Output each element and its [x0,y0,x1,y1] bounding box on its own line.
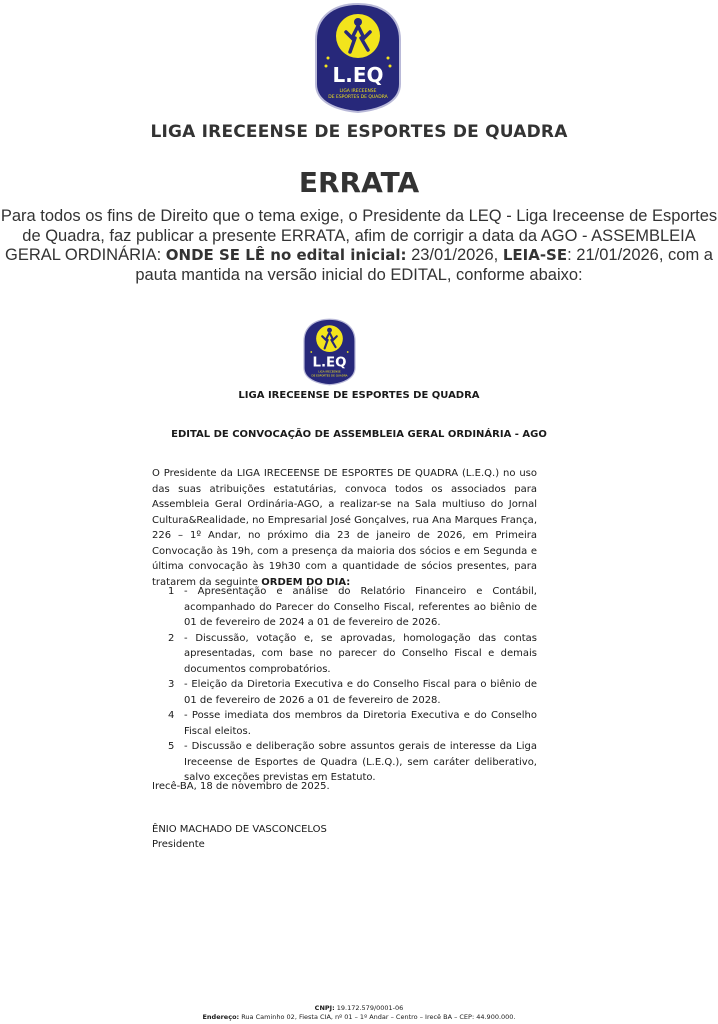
errata-text-2: : 21/01/2026, com a pauta mantida na versão inicial do EDITAL, conforme abaixo: [135,246,713,284]
agenda-item [152,708,537,739]
agenda-item-text: - Apresentação e análise do Relatório Financeiro e Contábil, acompanhado do Parecer do Conselho Fiscal, referentes ao biênio de 01 de fevereiro de 2024 a 01 de fevereiro de 2026. [184,586,537,628]
footer [0,1004,718,1022]
agenda-item [152,739,537,786]
svg-text:DE ESPORTES DE QUADRA: DE ESPORTES DE QUADRA [328,95,388,100]
footer-address [0,1013,718,1022]
edital-body [152,466,537,590]
agenda-item-number: 5 [168,741,175,752]
agenda-item-number: 4 [168,710,175,721]
address-value: Rua Caminho 02, Fiesta CIA, nº 01 – 1º Andar – Centro – Irecê BA – CEP: 44.900.000. [239,1013,516,1021]
agenda-item-number: 2 [168,632,175,644]
errata-text-1: Para todos os fins de Direito que o tema exige, o Presidente da LEQ - Liga Ireceense de Esportes de Quadra, faz publicar a presente ERRATA, afim de corrigir a data da AGO - ASSEMBLEIA GERAL ORDINÁRIA: [0,207,718,264]
svg-text:DE ESPORTES DE QUADRA: DE ESPORTES DE QUADRA [311,373,348,378]
onde-label: ONDE SE LÊ no edital inicial: [165,246,407,264]
svg-text:LIGA IRECEENSE: LIGA IRECEENSE [339,89,377,94]
agenda-item-text: - Eleição da Diretoria Executiva e do Conselho Fiscal para o biênio de 01 de fevereiro de 2026 a 01 de fevereiro de 2028. [184,679,537,706]
org-name-heading: LIGA IRECEENSE DE ESPORTES DE QUADRA [150,122,568,142]
agenda-item [152,631,537,678]
ordem-do-dia-label: ORDEM DO DIA: [261,576,351,588]
edital-org-name: LIGA IRECEENSE DE ESPORTES DE QUADRA [238,390,480,401]
address-label: Endereço: [202,1013,240,1021]
onde-value: 23/01/2026, [406,246,503,264]
signer-name: ÊNIO MACHADO DE VASCONCELOS [152,824,327,835]
footer-cnpj [0,1004,718,1013]
agenda-item [152,677,537,708]
leia-label: LEIA-SE [502,246,568,264]
svg-text:L.EQ: L.EQ [332,63,384,87]
agenda-item-text: - Discussão, votação e, se aprovadas, homologação das contas apresentadas, com base no parecer do Conselho Fiscal e demais documentos comprobatórios. [184,632,537,675]
cnpj-label: CNPJ: [314,1004,335,1012]
agenda-list [152,584,537,786]
edital-title: EDITAL DE CONVOCAÇÃO DE ASSEMBLEIA GERAL ORDINÁRIA - AGO [171,429,547,440]
errata-title: ERRATA [298,166,420,199]
agenda-item-number: 1 [168,586,175,597]
leq-logo-small-icon [302,318,357,386]
agenda-item-text: - Discussão e deliberação sobre assuntos gerais de interesse da Liga Ireceense de Esportes de Quadra (L.E.Q.), sem caráter deliberativo, salvo exceções previstas em Estatuto. [184,741,537,783]
edital-body-text: O Presidente da LIGA IRECEENSE DE ESPORTES DE QUADRA (L.E.Q.) no uso das suas atribuições estatutárias, convoca todos os associados para Assembleia Geral Ordinária-AGO, a realizar-se na Sala multiuso do Jornal Cultura&Realidade, no Empresarial José Gonçalves, rua Ana Marques França, 226 – 1º Andar, no próximo dia 23 de janeiro de 2026, em Primeira Convocação às 19h, com a presença da maioria dos sócios e em Segunda e última convocação às 19h30 com a quantidade de sócios presentes, para tratarem da seguinte [152,468,537,588]
cnpj-value: 19.172.579/0001-06 [334,1004,404,1012]
agenda-item-text: - Posse imediata dos membros da Diretoria Executiva e do Conselho Fiscal eleitos. [184,710,537,737]
place-date: Irecê-BA, 18 de novembro de 2025. [152,781,330,792]
signer-role: Presidente [152,839,205,850]
svg-text:LIGA IRECEENSE: LIGA IRECEENSE [318,369,341,374]
errata-paragraph [0,207,718,285]
agenda-item-number: 3 [168,679,175,690]
leq-logo-icon [314,2,402,114]
svg-text:L.EQ: L.EQ [312,355,347,371]
agenda-item [152,584,537,631]
signature-block [152,822,327,852]
